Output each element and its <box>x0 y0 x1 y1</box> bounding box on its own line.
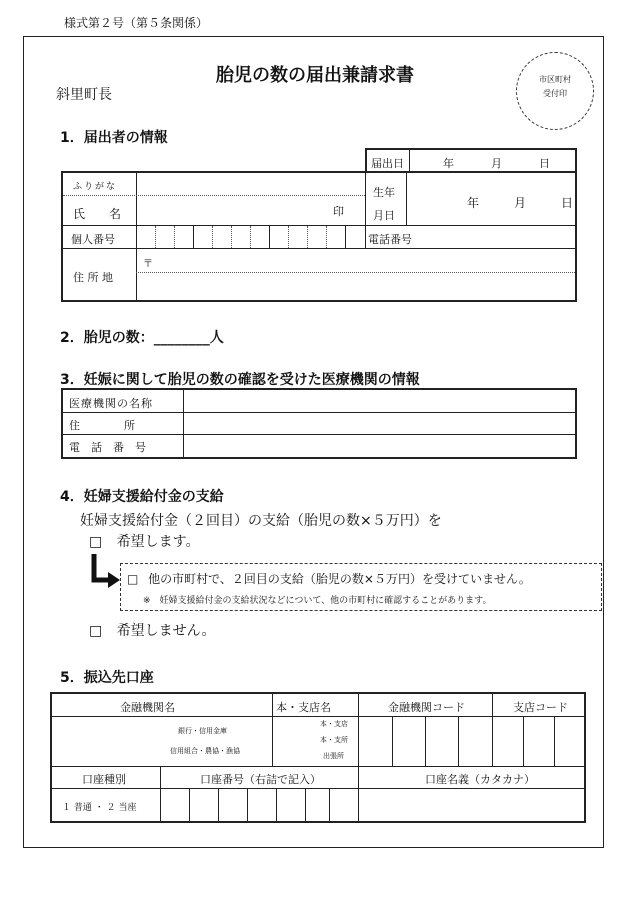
name-label: 氏 名 <box>73 207 122 221</box>
checkbox-desire[interactable]: □ <box>89 534 103 550</box>
postal-mark: 〒 <box>143 259 153 270</box>
form-number-label: 様式第２号（第５条関係） <box>64 16 209 30</box>
sub-condition-label: 他の市町村で、２回目の支給（胎児の数×５万円）を受けていません。 <box>148 572 531 586</box>
phone-label: 電話番号 <box>368 233 412 246</box>
account-name-header: 口座名義（カタカナ） <box>425 773 535 786</box>
section2-heading <box>60 327 224 347</box>
birth-day: 日 <box>561 196 574 210</box>
stamp-line-2: 受付印 <box>543 89 567 98</box>
furigana-label: ふりがな <box>73 182 118 192</box>
branch-name-header: 本・支店名 <box>276 701 331 714</box>
section4-heading: 4．妊婦支援給付金の支給 <box>60 489 224 505</box>
seal-mark: 印 <box>333 205 344 218</box>
checkbox-sub-condition[interactable]: □ <box>127 572 139 586</box>
stamp-line-1: 市区町村 <box>539 75 571 84</box>
applicant-info-table <box>61 171 577 302</box>
id-number-label: 個人番号 <box>71 233 115 246</box>
medical-institution-table <box>61 388 577 459</box>
bank-types-1: 銀行・信用金庫 <box>178 727 227 735</box>
checkbox-not-desire[interactable]: □ <box>89 623 103 639</box>
institution-name-label: 医療機関の名称 <box>69 397 153 410</box>
address-label: 住 所 地 <box>73 271 113 284</box>
payment-description: 妊婦支援給付金（２回目）の支給（胎児の数×５万円）を <box>80 513 442 529</box>
option-not-desire-label: 希望しません。 <box>116 623 216 639</box>
section3-heading: 3．妊娠に関して胎児の数の確認を受けた医療機関の情報 <box>60 372 420 388</box>
option-desire[interactable] <box>89 531 200 551</box>
bank-name-header: 金融機関名 <box>120 701 175 714</box>
branch-type-1: 本・支店 <box>320 720 348 728</box>
date-month: 月 <box>491 157 502 170</box>
birth-label-1: 生年 <box>373 186 395 199</box>
institution-address-label: 住 所 <box>69 419 135 432</box>
option-not-desire[interactable] <box>89 620 216 640</box>
account-type-options: １ 普通 ・ ２ 当座 <box>62 803 137 813</box>
section2-label: 2．胎児の数： <box>60 330 154 346</box>
addressee: 斜里町長 <box>56 87 112 103</box>
sub-condition-box <box>120 563 602 611</box>
date-year: 年 <box>443 157 454 170</box>
reception-stamp-area <box>516 52 594 130</box>
sub-condition-option[interactable] <box>127 570 531 587</box>
section1-heading: 1．届出者の情報 <box>60 130 168 146</box>
institution-phone-label: 電 話 番 号 <box>69 441 146 454</box>
birth-month: 月 <box>514 196 527 210</box>
birth-year: 年 <box>467 196 480 210</box>
form-title: 胎児の数の届出兼請求書 <box>216 65 414 86</box>
submission-date-box <box>365 148 577 171</box>
bank-code-header: 金融機関コード <box>388 701 465 714</box>
branch-type-2: 本・支所 <box>320 736 348 744</box>
branch-type-3: 出張所 <box>323 752 344 760</box>
option-desire-label: 希望します。 <box>116 534 200 550</box>
arrow-icon <box>90 552 124 592</box>
bank-types-2: 信用組合・農協・漁協 <box>170 747 240 755</box>
branch-code-header: 支店コード <box>513 701 568 714</box>
account-type-header: 口座種別 <box>82 773 126 786</box>
fetus-count-unit: 人 <box>209 330 224 346</box>
date-label: 届出日 <box>371 157 404 170</box>
fetus-count-blank[interactable]: ________ <box>153 330 210 346</box>
sub-condition-note: ※ 妊婦支援給付金の支給状況などについて、他の市町村に確認することがあります。 <box>143 596 492 606</box>
account-number-header: 口座番号（右詰で記入） <box>200 773 321 786</box>
birth-label-2: 月日 <box>373 209 395 222</box>
section5-heading: 5．振込先口座 <box>60 670 154 686</box>
bank-account-table <box>50 692 586 823</box>
date-day: 日 <box>539 157 550 170</box>
